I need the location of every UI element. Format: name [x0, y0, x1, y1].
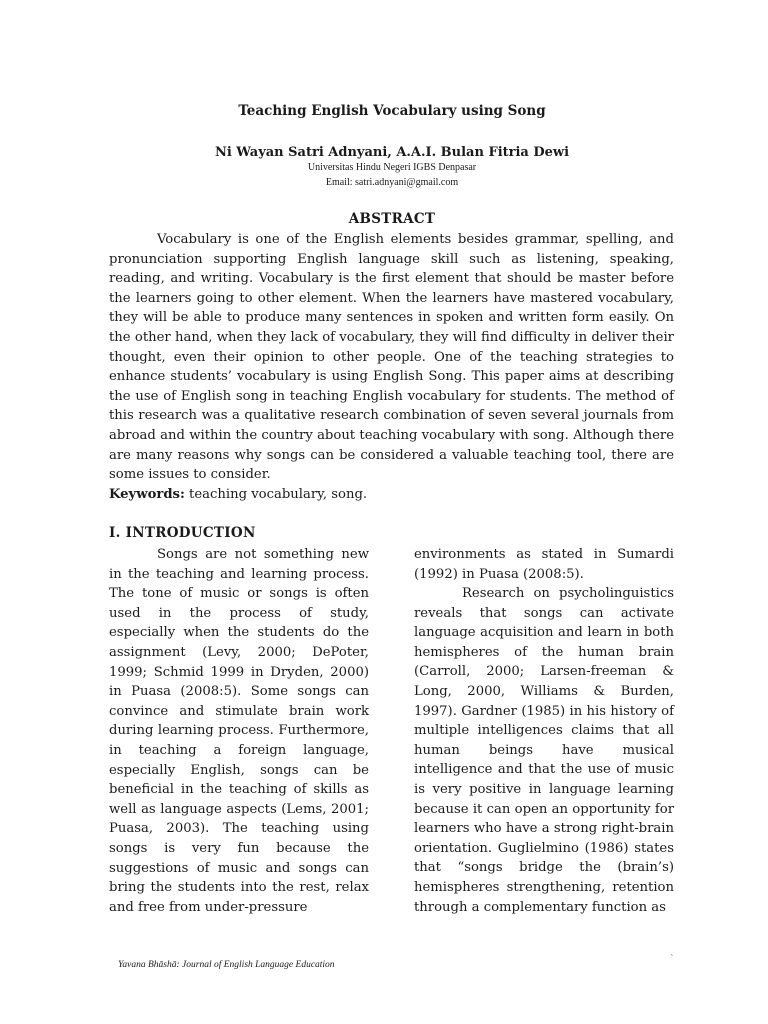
section-heading-introduction: I. INTRODUCTION [109, 525, 256, 541]
paper-title: Teaching English Vocabulary using Song [238, 103, 546, 119]
intro-right-paragraph-2: Research on psycholinguistics reveals that songs can activate language acquisition and learn in both hemispheres of the human brain (Carroll, 2000; Larsen-freeman & Long, 2000, Williams & Burden, 1997). Gardner (1985) in his history of multiple intelligences claims that all human beings have musical intelligence and that the use of music is very positive in language learning because it can open an opportunity for learners who have a strong right-brain orientation. Guglielmino (1986) states that “songs bridge the (brain’s) hemispheres strengthening, retention through a complementary function as [414, 586, 674, 915]
abstract-heading: ABSTRACT [348, 211, 436, 227]
author-affiliation: Universitas Hindu Negeri IGBS Denpasar [307, 162, 477, 173]
page-mark: ` [670, 955, 675, 965]
keywords-line [109, 487, 674, 502]
intro-right-paragraph-1: environments as stated in Sumardi (1992) in Puasa (2008:5). [414, 547, 674, 582]
keywords-text: teaching vocabulary, song. [184, 487, 368, 502]
intro-left-column: Songs are not something new in the teaching and learning process. The tone of music or songs is often used in the process of study, especially when the students do the assignment (Levy, 2000; DePoter, 1999; Schmid 1999 in Dryden, 2000) in Puasa (2008:5). Some songs can convince and stimulate brain work during learning process. Furthermore, in teaching a foreign language, especially English, songs can be beneficial in the teaching of skills as well as language aspects (Lems, 2001; Puasa, 2003). The teaching using songs is very fun because the suggestions of music and songs can bring the students into the rest, relax and free from under-pressure [109, 547, 369, 915]
abstract-body: Vocabulary is one of the English elements besides grammar, spelling, and pronunciation supporting English language skill such as listening, speaking, reading, and writing. Vocabulary is the first element that should be master before the learners going to other element. When the learners have mastered vocabulary, they will be able to produce many sentences in spoken and written form easily. On the other hand, when they lack of vocabulary, they will find difficulty in deliver their thought, even their opinion to other people. One of the teaching strategies to enhance students’ vocabulary is using English Song. This paper aims at describing the use of English song in teaching English vocabulary for students. The method of this research was a qualitative research combination of seven several journals from abroad and within the country about teaching vocabulary with song. Although there are many reasons why songs can be considered a valuable teaching tool, there are some issues to consider. [109, 232, 674, 483]
author-email: Email: satri.adnyani@gmail.com [325, 177, 459, 188]
author-names: Ni Wayan Satri Adnyani, A.A.I. Bulan Fitria Dewi [214, 145, 570, 160]
keywords-label: Keywords: [109, 487, 185, 502]
journal-footer: Yavana Bhāshā: Journal of English Language Education [118, 960, 335, 970]
